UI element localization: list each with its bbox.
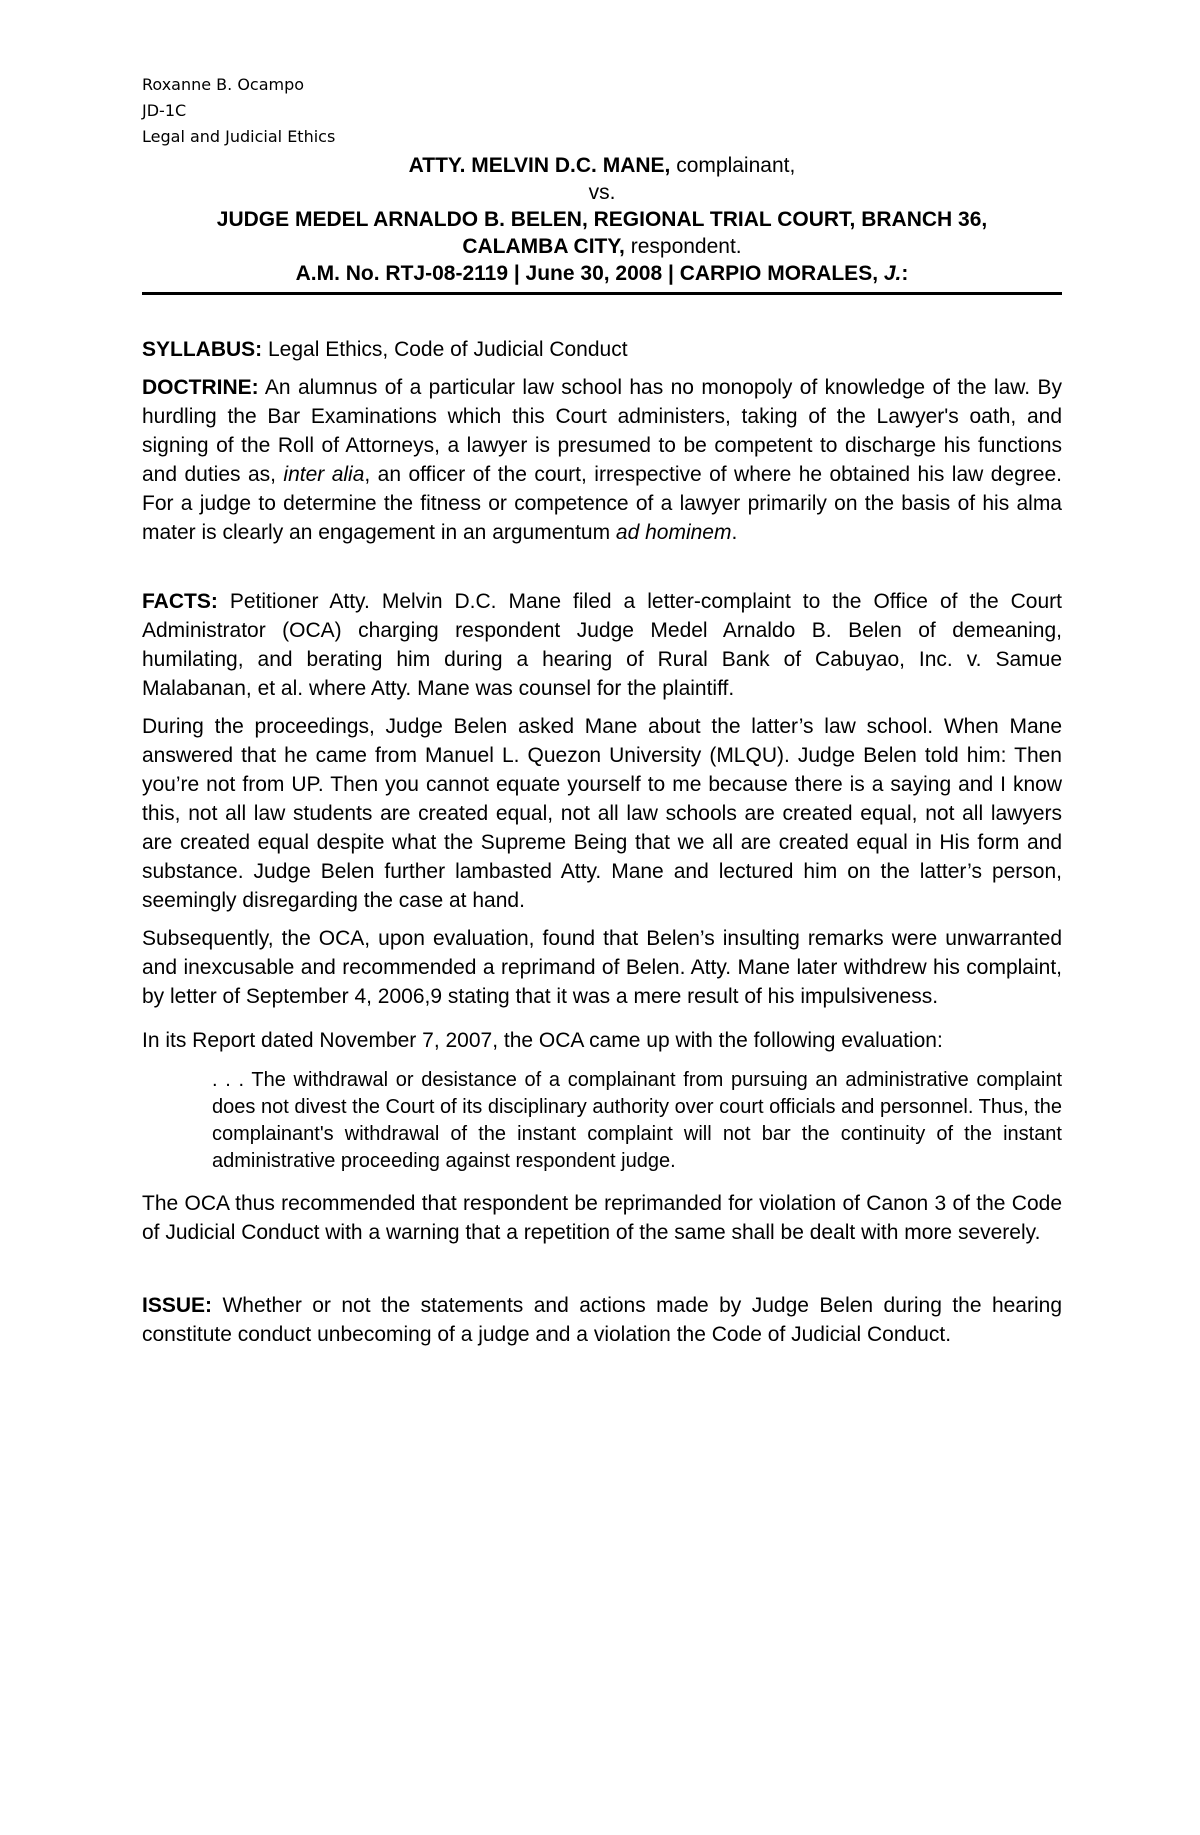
respondent-role: respondent. bbox=[624, 235, 742, 258]
facts-paragraph-2: During the proceedings, Judge Belen asked Mane about the latter’s law school. When Mane answered that he came from Manuel L. Quezon University (MLQU). Judge Belen told him: Then you’re not from UP. Then you cannot equate yourself to me because there is a saying and I know this, not all law students are created equal, not all law schools are created equal, not all lawyers are created equal despite what the Supreme Being that we all are created equal in His form and substance. Judge Belen further lambasted Atty. Mane and lectured him on the latter’s person, seemingly disregarding the case at hand. bbox=[142, 715, 1062, 912]
versus-line: vs. bbox=[588, 181, 616, 204]
doctrine-text-a: An alumnus of a particular law school has no monopoly of knowledge of the law. By hurdling the Bar Examinations which this Court administers, taking of the Lawyer's oath, and signing of the Roll of Attorneys, a lawyer is presumed to be competent to discharge his functions and duties as, bbox=[142, 376, 1062, 486]
case-caption bbox=[142, 152, 1062, 295]
respondent-line-1 bbox=[142, 206, 1062, 233]
issue-paragraph bbox=[142, 1291, 1062, 1349]
facts-text-1: Petitioner Atty. Melvin D.C. Mane filed a letter-complaint to the Office of the Court Administrator (OCA) charging respondent Judge Medel Arnaldo B. Belen of demeaning, humilating, and berating him during a hearing of Rural Bank of Cabuyao, Inc. v. Samue Malabanan, et al. where Atty. Mane was counsel for the plaintiff. bbox=[142, 590, 1062, 700]
document-body bbox=[142, 152, 1062, 1349]
caption-divider bbox=[142, 292, 1062, 295]
facts-label: FACTS: bbox=[142, 590, 218, 613]
case-justice-suffix: J. bbox=[883, 262, 902, 285]
case-info-line bbox=[142, 260, 1062, 287]
respondent-name-2: CALAMBA CITY, bbox=[462, 235, 625, 258]
complainant-line bbox=[142, 152, 1062, 179]
facts-paragraph-3: Subsequently, the OCA, upon evaluation, found that Belen’s insulting remarks were unwarranted and inexcusable and recommended a reprimand of Belen. Atty. Mane later withdrew his complaint, by letter of September 4, 2006,9 stating that it was a mere result of his impulsiveness. bbox=[142, 927, 1062, 1008]
doctrine-text-c: . bbox=[731, 521, 738, 544]
author-name: Roxanne B. Ocampo bbox=[142, 75, 305, 94]
syllabus-text: Legal Ethics, Code of Judicial Conduct bbox=[262, 338, 628, 361]
facts-paragraph-5: The OCA thus recommended that respondent be reprimanded for violation of Canon 3 of the Code of Judicial Conduct with a warning that a repetition of the same shall be dealt with more severely. bbox=[142, 1192, 1062, 1244]
complainant-role: complainant, bbox=[670, 154, 796, 177]
doctrine-italic-b: ad hominem bbox=[615, 521, 732, 544]
case-info-end: : bbox=[901, 262, 909, 285]
syllabus-paragraph bbox=[142, 335, 1062, 364]
respondent-name-1: JUDGE MEDEL ARNALDO B. BELEN, REGIONAL TRIAL COURT, BRANCH 36, bbox=[216, 208, 988, 231]
class-section: JD-1C bbox=[142, 101, 187, 120]
syllabus-label: SYLLABUS: bbox=[142, 338, 263, 361]
facts-paragraph-4: In its Report dated November 7, 2007, the OCA came up with the following evaluation: bbox=[142, 1029, 943, 1052]
student-header bbox=[142, 72, 335, 150]
issue-label: ISSUE: bbox=[142, 1294, 213, 1317]
doctrine-paragraph bbox=[142, 373, 1062, 547]
oca-evaluation-quote: . . . The withdrawal or desistance of a complainant from pursuing an administrative complaint does not divest the Court of its disciplinary authority over court officials and personnel. Thus, the complainant's withdrawal of the instant complaint will not bar the continuity of the instant administrative proceeding against respondent judge. bbox=[212, 1069, 1062, 1172]
respondent-line-2 bbox=[142, 233, 1062, 260]
issue-text: Whether or not the statements and actions made by Judge Belen during the hearing constitute conduct unbecoming of a judge and a violation the Code of Judicial Conduct. bbox=[142, 1294, 1062, 1346]
doctrine-text-b: , an officer of the court, irrespective of where he obtained his law degree. For a judge to determine the fitness or competence of a lawyer primarily on the basis of his alma mater is clearly an engagement in an argumentum bbox=[142, 463, 1062, 544]
facts-paragraph-1 bbox=[142, 587, 1062, 703]
doctrine-label: DOCTRINE: bbox=[142, 376, 259, 399]
doctrine-italic-a: inter alia bbox=[283, 463, 365, 486]
complainant-name: ATTY. MELVIN D.C. MANE, bbox=[408, 154, 671, 177]
subject-name: Legal and Judicial Ethics bbox=[142, 127, 336, 146]
case-info: A.M. No. RTJ-08-2119 | June 30, 2008 | CARPIO MORALES, bbox=[295, 262, 884, 285]
